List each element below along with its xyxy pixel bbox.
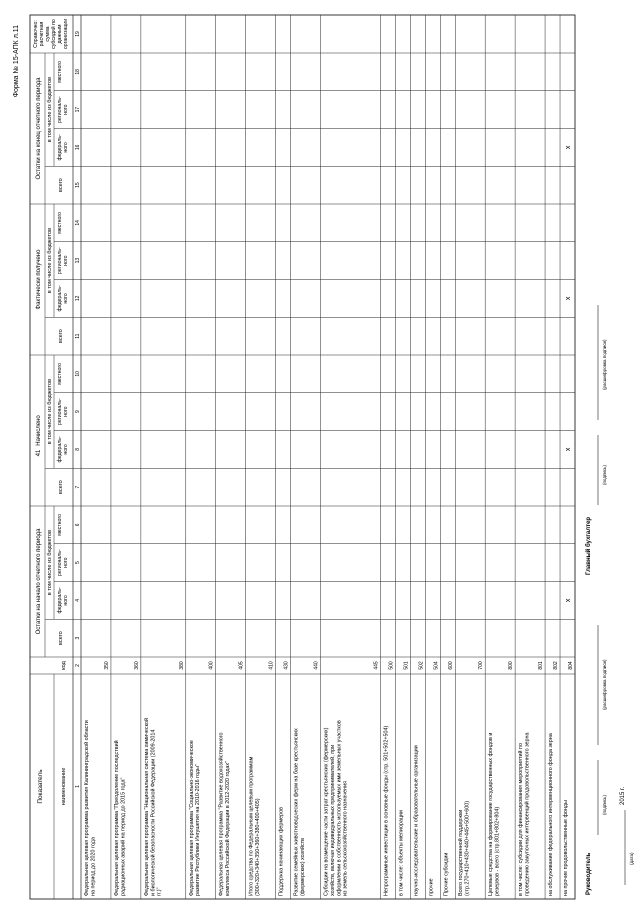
row-name: Субсидии на возмещение части затрат крестьянских (фермерских) [323, 727, 330, 896]
cell-mark: x [565, 598, 573, 603]
column-number: 1 [75, 785, 81, 788]
reference-header: Справочно: [33, 20, 39, 48]
head-label: Руководитель [586, 852, 592, 895]
row-name: Федеральная целевая программа "Преодоление последствий [113, 740, 120, 896]
row-code: 500 [388, 661, 395, 670]
row-name: Поддержка начинающих фермеров [278, 807, 285, 896]
cell-mark: x [565, 447, 573, 452]
budget-header: в том числе из бюджетов [47, 529, 53, 596]
reference-header: данным [57, 24, 63, 44]
head-name-caption: (расшифровка подписи) [602, 659, 607, 710]
column-number: 10 [75, 371, 81, 377]
group-title: Остатки на конец отчетного периода [36, 77, 42, 180]
row-name: (фермерских) хозяйств [299, 838, 306, 896]
budget-header: в том числе из бюджетов [47, 378, 53, 445]
total-col-header: всего [58, 480, 64, 495]
budget-header: в том числе из бюджетов [47, 227, 53, 294]
row-name: на обслуживание федерального интервенционного фонда зерна [548, 733, 555, 896]
row-code: 440 [313, 661, 320, 670]
budget-col-header: региональ- [57, 398, 63, 425]
budget-col-header: ного [63, 444, 69, 455]
column-number: 13 [75, 257, 81, 264]
row-name: оформлении в собственность используемых ими земельных участков [336, 720, 343, 896]
row-code: 350 [103, 661, 110, 670]
row-name: на прочие продовольственные фонды [563, 800, 570, 896]
budget-col-header: ного [63, 293, 69, 304]
row-code: 700 [478, 661, 485, 670]
group-title: Остатки на начало отчетного периода [36, 528, 42, 635]
row-name: научно-исследовательские и образовательные организации [413, 745, 420, 896]
reference-header: расчетная [39, 21, 45, 47]
accountant-label: Главный бухгалтер [586, 516, 592, 575]
column-number: 4 [75, 598, 81, 602]
row-code: 801 [538, 661, 545, 670]
row-name: Федеральная целевая программа развития Калининградской области [84, 720, 90, 896]
row-name: (стр.270+410+430+440+445+500+600) [464, 800, 471, 896]
reference-header: организации [63, 18, 69, 50]
row-name: Итого средства по Федеральным целевым программам [248, 756, 255, 896]
indicator-header: Показатель [37, 769, 44, 804]
column-number: 2 [75, 664, 81, 667]
row-code: 501 [403, 661, 410, 670]
total-col-header: всего [58, 329, 64, 344]
budget-col-header: местного [57, 211, 63, 234]
budget-col-header: ного [63, 142, 69, 153]
column-number: 17 [75, 106, 81, 113]
column-number: 14 [75, 220, 81, 226]
row-name: хозяйств, включая индивидуальных предпринимателей, при [329, 744, 336, 896]
group-title: Начислено [36, 415, 42, 446]
row-name: Федеральная целевая программа "Национальная система химической [143, 717, 150, 896]
row-name: Федеральная целевая программа "Развитие водохозяйственного [218, 732, 225, 896]
column-number: 9 [75, 410, 81, 414]
head-sig-caption: (подпись) [602, 794, 607, 815]
group-title: Фактически получено [36, 249, 42, 310]
budget-header: в том числе из бюджетов [47, 76, 53, 143]
column-number: 11 [75, 333, 81, 339]
accountant-sig-caption: (подпись) [602, 464, 607, 485]
row-name: Целевые средства на формирование государственных фондов и [488, 732, 495, 896]
row-code: 445 [373, 661, 380, 670]
budget-col-header: федераль- [57, 436, 63, 463]
date-year: 2015 г. [620, 786, 626, 805]
row-name: Всего государственной поддержки [458, 809, 465, 896]
row-code: 504 [433, 661, 440, 670]
row-code: 400 [208, 661, 215, 670]
column-number: 18 [75, 69, 81, 75]
budget-col-header: ного [63, 406, 69, 417]
total-col-header: всего [58, 631, 64, 646]
row-name: радиационных аварий на период до 2015 года" [120, 777, 127, 896]
column-number: 5 [75, 561, 81, 565]
row-code: 502 [418, 661, 425, 670]
cell-mark: x [565, 145, 573, 150]
budget-col-header: ного [63, 557, 69, 568]
row-name: Развитие семейных животноводческих ферм на базе крестьянских [293, 728, 300, 896]
row-code: 804 [568, 661, 574, 670]
row-code: 802 [553, 661, 560, 670]
budget-col-header: местного [57, 60, 63, 83]
budget-col-header: ного [63, 255, 69, 266]
row-code: 600 [448, 661, 455, 670]
row-name: в том числе: объекты мелиорации [398, 810, 405, 896]
cell-mark: x [565, 296, 573, 301]
column-number: 8 [75, 447, 81, 451]
row-name: комплекса Российской Федерации в 2012-2020 годах" [225, 760, 232, 896]
row-name: развитие Республики Ингушетия на 2010-2016 годы" [195, 764, 202, 896]
name-header: наименование [61, 767, 67, 806]
row-code: 380 [178, 661, 185, 670]
column-number: 6 [75, 523, 81, 527]
budget-col-header: федераль- [57, 587, 63, 614]
reference-header: сумма [45, 26, 51, 42]
row-name: прочие [428, 878, 435, 896]
form-code: Форма № 15-АПК л.11 [13, 25, 20, 98]
row-name: гг.)" [156, 887, 163, 896]
budget-col-header: ного [63, 595, 69, 606]
column-number: 16 [75, 144, 81, 151]
row-code: 405 [238, 661, 245, 670]
budget-col-header: региональ- [57, 549, 63, 576]
reference-header: субсидий по [51, 19, 57, 49]
row-code: 800 [508, 661, 515, 670]
row-name: Прочие субсидии [443, 852, 450, 896]
budget-col-header: федераль- [57, 134, 63, 161]
date-caption: (дата) [629, 852, 634, 865]
budget-col-header: местного [57, 362, 63, 385]
code-header: код [61, 661, 67, 670]
column-number: 12 [75, 295, 81, 302]
budget-col-header: ного [63, 104, 69, 115]
row-name: (300+320+340+350+360+380+400+405) [255, 798, 262, 896]
budget-col-header: региональ- [57, 96, 63, 123]
row-name: резервов - всего (стр.801+802+804) [494, 806, 501, 896]
row-name: Непрограммные инвестиции в основные фонды (стр. 501+502+504) [383, 725, 390, 896]
row-code: 410 [268, 661, 275, 670]
column-number: 19 [75, 31, 81, 37]
total-col-header: всего [58, 178, 64, 193]
budget-col-header: местного [57, 513, 63, 536]
row-name: Федеральная целевая программа "Социально-экономическое [188, 740, 195, 896]
column-number: 15 [75, 182, 81, 188]
column-number: 7 [75, 485, 81, 489]
accountant-name-caption: (расшифровка подписи) [602, 339, 607, 390]
budget-col-header: региональ- [57, 247, 63, 274]
row-name: на период до 2020 года [90, 837, 97, 896]
budget-col-header: федераль- [57, 285, 63, 312]
row-name: проведению закупочных интервенций продовольственного зерна [524, 732, 531, 896]
row-name: из земель сельскохозяйственного назначения [342, 780, 349, 896]
row-name: и биологической безопасности Российской Федерации (2009-2014 [150, 729, 157, 896]
page-number: 41 [36, 449, 42, 457]
row-code: 430 [283, 661, 290, 670]
row-name: в том числе: субсидии для финансирования мероприятий по [518, 743, 525, 896]
column-number: 3 [75, 636, 81, 640]
row-code: 360 [133, 661, 140, 670]
